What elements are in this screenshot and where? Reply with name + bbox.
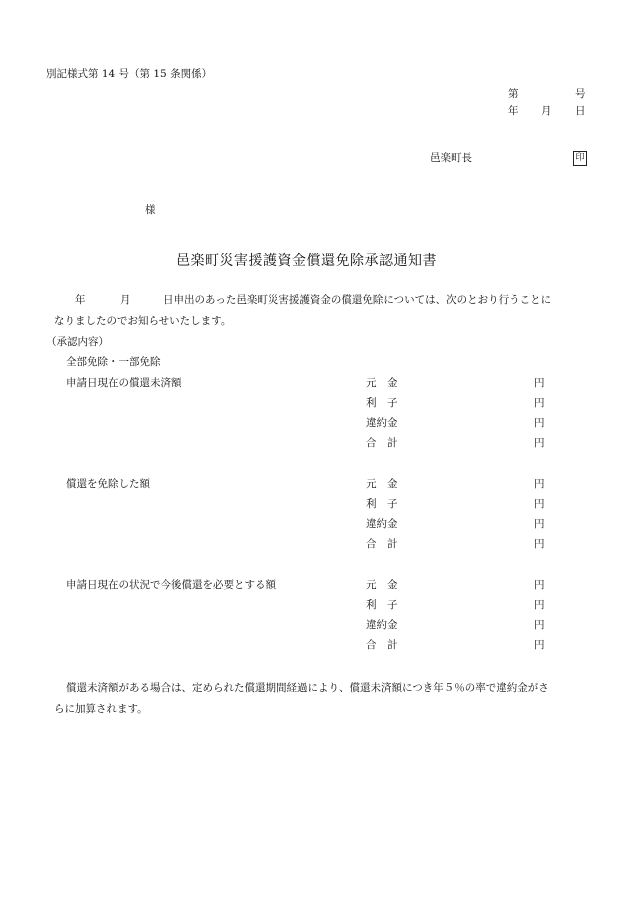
document-title: 邑楽町災害援護資金償還免除承認通知書 xyxy=(176,253,437,269)
doc-number-go: 号 xyxy=(575,88,586,100)
form-reference: 別記様式第 14 号（第 15 条関係） xyxy=(46,68,213,80)
date-month: 月 xyxy=(541,105,552,117)
intro-year: 年 xyxy=(75,294,86,306)
yen-unit: 円 xyxy=(534,599,545,611)
yen-unit: 円 xyxy=(534,518,545,530)
yen-unit: 円 xyxy=(534,437,545,449)
yen-unit: 円 xyxy=(534,417,545,429)
yen-unit: 円 xyxy=(534,478,545,490)
yen-unit: 円 xyxy=(534,498,545,510)
yen-unit: 円 xyxy=(534,619,545,631)
item-label: 元 金 xyxy=(366,478,398,490)
item-label: 利 子 xyxy=(366,498,398,510)
yen-unit: 円 xyxy=(534,377,545,389)
item-label: 合 計 xyxy=(366,538,398,550)
item-label: 違約金 xyxy=(366,417,398,429)
section-label-exempted: 償還を免除した額 xyxy=(66,478,150,490)
intro-line-2: なりましたのでお知らせいたします。 xyxy=(54,315,232,327)
item-label: 違約金 xyxy=(366,619,398,631)
item-label: 利 子 xyxy=(366,397,398,409)
yen-unit: 円 xyxy=(534,538,545,550)
footer-note-line-1: 償還未済額がある場合は、定められた償還期間経過により、償還未済額につき年５％の率で違約金がさ xyxy=(66,682,549,694)
intro-line-1: 日申出のあった邑楽町災害援護資金の償還免除については、次のとおり行うことに xyxy=(163,294,552,306)
footer-note-line-2: らに加算されます。 xyxy=(54,703,148,715)
doc-number-dai: 第 xyxy=(508,88,519,100)
item-label: 合 計 xyxy=(366,639,398,651)
exemption-option: 全部免除・一部免除 xyxy=(66,356,161,368)
section-label-outstanding: 申請日現在の償還未済額 xyxy=(66,377,182,389)
date-year: 年 xyxy=(508,105,519,117)
date-day: 日 xyxy=(575,105,586,117)
intro-month: 月 xyxy=(120,294,131,306)
addressee-honorific: 様 xyxy=(145,204,156,216)
item-label: 合 計 xyxy=(366,437,398,449)
yen-unit: 円 xyxy=(534,397,545,409)
approval-heading: （承認内容） xyxy=(46,336,109,348)
item-label: 違約金 xyxy=(366,518,398,530)
item-label: 元 金 xyxy=(366,377,398,389)
seal-stamp: 印 xyxy=(573,151,587,166)
yen-unit: 円 xyxy=(534,579,545,591)
section-label-remaining: 申請日現在の状況で今後償還を必要とする額 xyxy=(66,579,276,591)
yen-unit: 円 xyxy=(534,639,545,651)
item-label: 利 子 xyxy=(366,599,398,611)
issuer-title: 邑楽町長 xyxy=(430,152,472,164)
item-label: 元 金 xyxy=(366,579,398,591)
